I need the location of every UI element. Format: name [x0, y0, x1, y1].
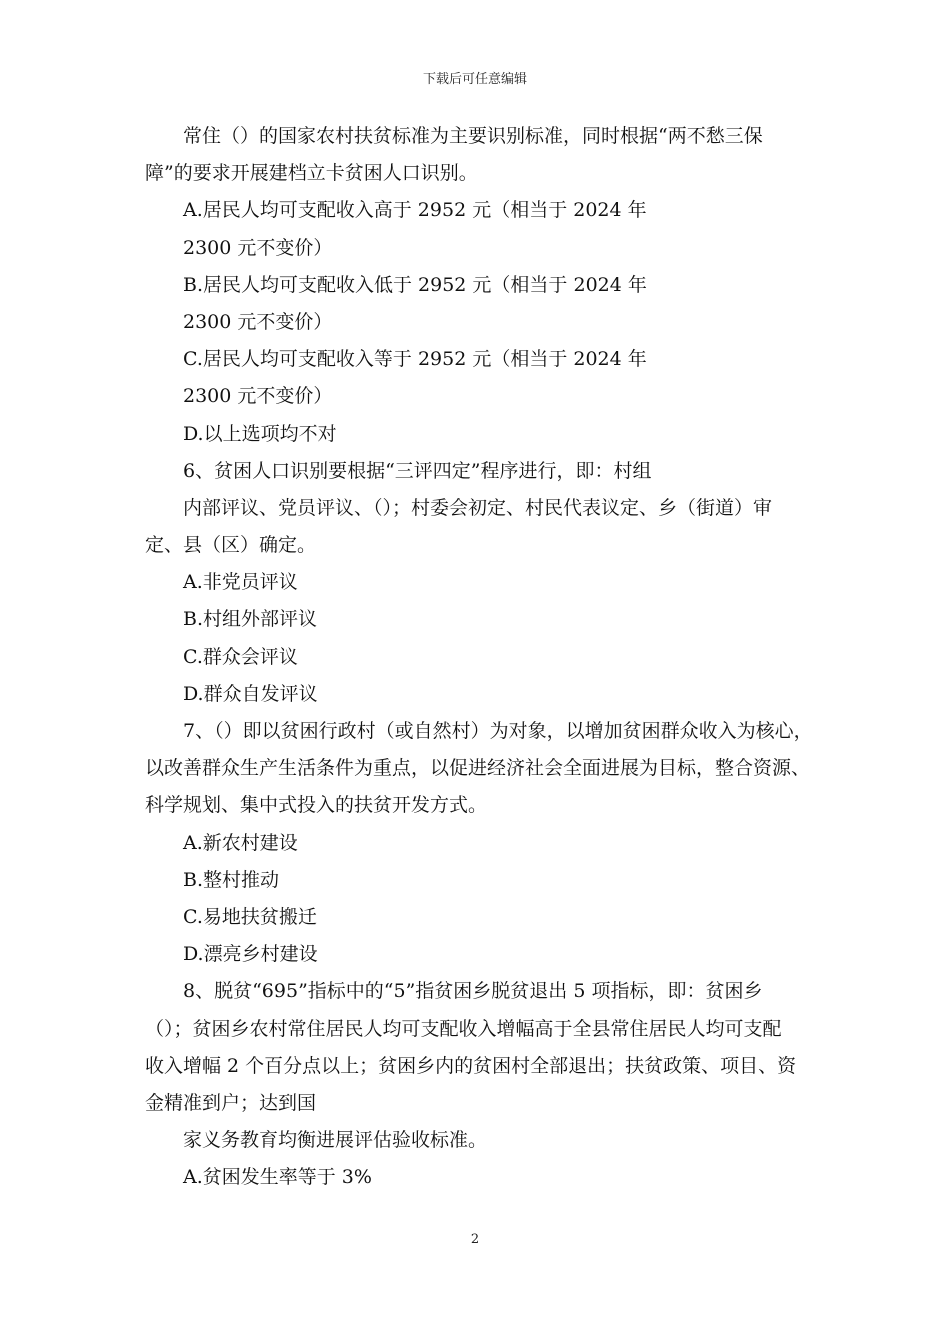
question-line: 内部评议、党员评议、（）；村委会初定、村民代表议定、乡（街道）审	[183, 496, 773, 519]
option-line: 2300 元不变价）	[183, 310, 333, 333]
option-line: A.非党员评议	[183, 571, 298, 594]
paragraph-line: 常住（）的国家农村扶贫标准为主要识别标准，同时根据“两不愁三保	[183, 125, 763, 147]
option-line: A.新农村建设	[183, 831, 298, 854]
question-line: 6、贫困人口识别要根据“三评四定”程序进行，即：村组	[183, 459, 652, 482]
option-line: C.居民人均可支配收入等于 2952 元（相当于 2024 年	[183, 348, 647, 371]
option-line: D.以上选项均不对	[183, 422, 337, 445]
option-line: B.整村推动	[183, 868, 280, 891]
question-line: 家义务教育均衡进展评估验收标准。	[183, 1129, 488, 1152]
page-header: 下载后可任意编辑	[422, 72, 527, 87]
option-line: D.群众自发评议	[183, 682, 318, 705]
question-line: 7、（）即以贫困行政村（或自然村）为对象，以增加贫困群众收入为核心，	[183, 720, 813, 742]
page-number: 2	[470, 1232, 480, 1247]
option-line: 2300 元不变价）	[183, 236, 333, 259]
option-line: A.贫困发生率等于 3%	[183, 1166, 372, 1189]
question-line: 金精准到户；达到国	[145, 1091, 317, 1114]
option-line: B.村组外部评议	[183, 608, 318, 631]
question-line: 8、脱贫“695”指标中的“5”指贫困乡脱贫退出 5 项指标，即：贫困乡	[183, 980, 763, 1003]
question-line: 以改善群众生产生活条件为重点，以促进经济社会全面进展为目标，整合资源、	[145, 757, 811, 780]
question-line: 收入增幅 2 个百分点以上；贫困乡内的贫困村全部退出；扶贫政策、项目、资	[145, 1054, 797, 1077]
option-line: B.居民人均可支配收入低于 2952 元（相当于 2024 年	[183, 273, 647, 296]
option-line: C.易地扶贫搬迁	[183, 905, 317, 928]
option-line: C.群众会评议	[183, 645, 298, 668]
question-line: 科学规划、集中式投入的扶贫开发方式。	[145, 794, 488, 817]
option-line: D.漂亮乡村建设	[183, 943, 318, 966]
option-line: A.居民人均可支配收入高于 2952 元（相当于 2024 年	[183, 199, 647, 222]
question-line: （）；贫困乡农村常住居民人均可支配收入增幅高于全县常住居民人均可支配	[145, 1017, 782, 1040]
document-body	[145, 118, 815, 1196]
paragraph-line: 障”的要求开展建档立卡贫困人口识别。	[145, 162, 478, 185]
question-line: 定、县（区）确定。	[145, 534, 317, 557]
option-line: 2300 元不变价）	[183, 385, 333, 408]
